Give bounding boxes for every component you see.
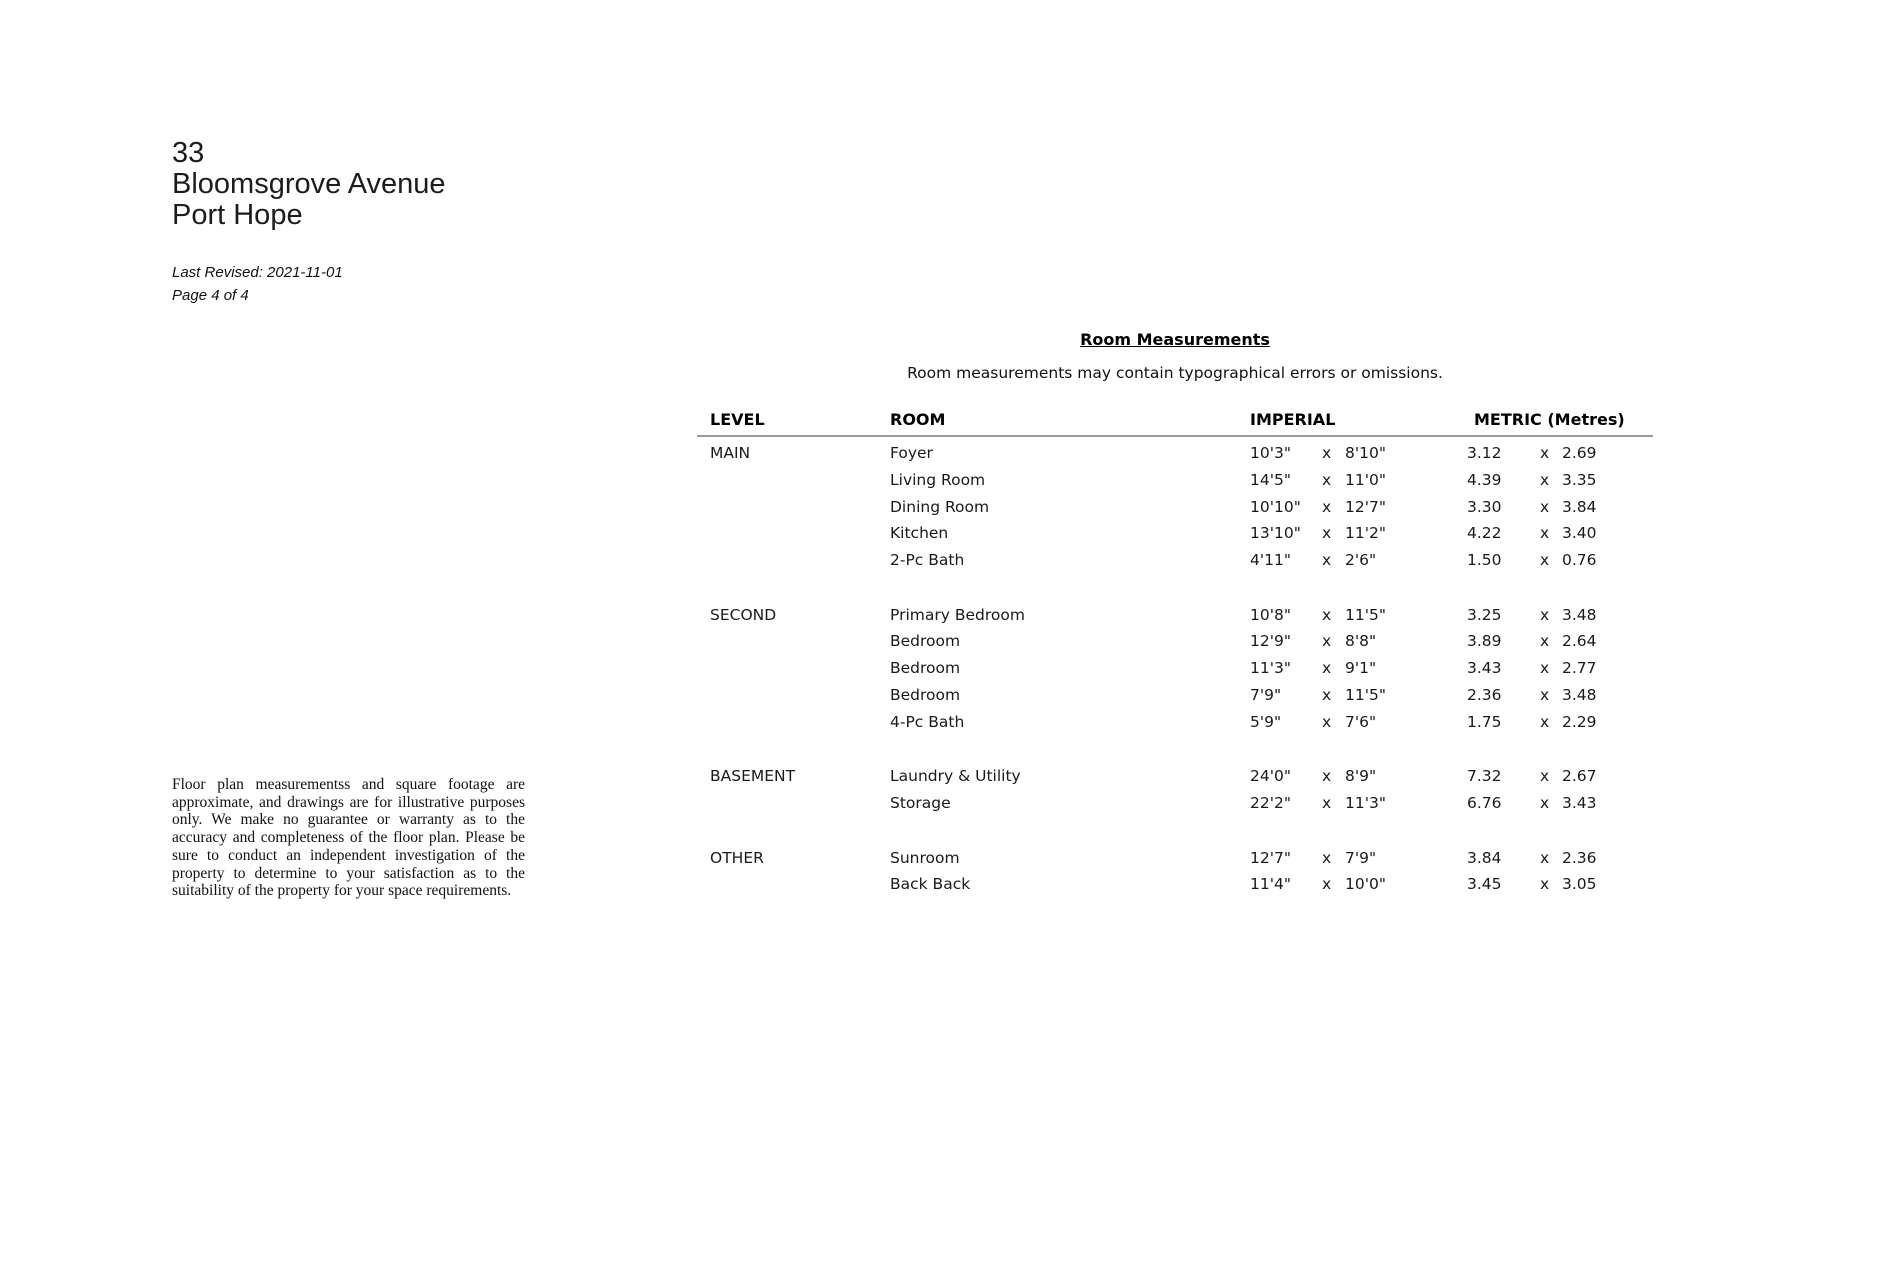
metric-width-cell: 3.25 — [1467, 605, 1502, 624]
level-section — [697, 844, 1653, 897]
x-separator: x — [1322, 875, 1332, 894]
room-cell: Bedroom — [890, 632, 961, 651]
imperial-height-cell: 11'2" — [1345, 524, 1386, 543]
x-separator: x — [1322, 444, 1332, 463]
metric-width-cell: 3.84 — [1467, 848, 1502, 867]
imperial-width-cell: 12'9" — [1250, 632, 1291, 651]
room-cell: Kitchen — [890, 524, 949, 543]
x-separator: x — [1322, 767, 1332, 786]
x-separator: x — [1540, 685, 1550, 704]
metric-height-cell: 2.64 — [1562, 632, 1597, 651]
metric-height-cell: 3.05 — [1562, 875, 1597, 894]
room-cell: Primary Bedroom — [890, 605, 1025, 624]
table-row — [697, 547, 1653, 574]
header-imperial: IMPERIAL — [1250, 410, 1336, 429]
x-separator: x — [1540, 551, 1550, 570]
table-row — [697, 682, 1653, 709]
room-cell: Storage — [890, 793, 951, 812]
imperial-width-cell: 5'9" — [1250, 712, 1282, 731]
level-cell: SECOND — [710, 605, 777, 624]
table-row — [697, 493, 1653, 520]
metric-width-cell: 6.76 — [1467, 793, 1502, 812]
table-row — [697, 628, 1653, 655]
table-row — [697, 440, 1653, 467]
x-separator: x — [1540, 605, 1550, 624]
x-separator: x — [1322, 848, 1332, 867]
imperial-height-cell: 8'9" — [1345, 767, 1377, 786]
imperial-width-cell: 14'5" — [1250, 471, 1291, 490]
imperial-height-cell: 9'1" — [1345, 659, 1377, 678]
imperial-width-cell: 11'3" — [1250, 659, 1291, 678]
imperial-height-cell: 12'7" — [1345, 497, 1386, 516]
document-meta — [172, 261, 343, 307]
address-line-city: Port Hope — [172, 199, 303, 231]
room-cell: 4-Pc Bath — [890, 712, 965, 731]
x-separator: x — [1540, 471, 1550, 490]
x-separator: x — [1540, 497, 1550, 516]
metric-height-cell: 3.35 — [1562, 471, 1597, 490]
imperial-width-cell: 12'7" — [1250, 848, 1291, 867]
imperial-height-cell: 8'8" — [1345, 632, 1377, 651]
imperial-width-cell: 4'11" — [1250, 551, 1291, 570]
x-separator: x — [1322, 659, 1332, 678]
disclaimer-paragraph: Floor plan measurementss and square footage are approximate, and drawings are for illustrative purposes only. We make no guarantee or warranty as to the accuracy and completeness of the floor plan. Please be sure to conduct an independent investigation of the property to determine to your satisfaction as to the suitability of the property for your space requirements. — [172, 776, 525, 900]
x-separator: x — [1322, 712, 1332, 731]
room-cell: Sunroom — [890, 848, 960, 867]
imperial-width-cell: 24'0" — [1250, 767, 1291, 786]
metric-width-cell: 1.75 — [1467, 712, 1502, 731]
imperial-width-cell: 10'8" — [1250, 605, 1291, 624]
x-separator: x — [1540, 875, 1550, 894]
address-line-street: Bloomsgrove Avenue — [172, 168, 446, 200]
metric-height-cell: 3.40 — [1562, 524, 1597, 543]
measurements-title: Room Measurements — [1080, 330, 1270, 349]
room-cell: Dining Room — [890, 497, 990, 516]
header-metric: METRIC (Metres) — [1474, 410, 1625, 429]
imperial-width-cell: 7'9" — [1250, 685, 1282, 704]
imperial-width-cell: 22'2" — [1250, 793, 1291, 812]
imperial-width-cell: 11'4" — [1250, 875, 1291, 894]
room-cell: Living Room — [890, 471, 986, 490]
metric-width-cell: 2.36 — [1467, 685, 1502, 704]
metric-height-cell: 3.43 — [1562, 793, 1597, 812]
x-separator: x — [1540, 524, 1550, 543]
table-row — [697, 763, 1653, 790]
room-cell: Bedroom — [890, 685, 961, 704]
x-separator: x — [1540, 444, 1550, 463]
imperial-height-cell: 8'10" — [1345, 444, 1386, 463]
x-separator: x — [1322, 471, 1332, 490]
room-cell: Back Back — [890, 875, 971, 894]
imperial-width-cell: 10'10" — [1250, 497, 1301, 516]
x-separator: x — [1540, 712, 1550, 731]
level-section — [697, 763, 1653, 816]
x-separator: x — [1322, 632, 1332, 651]
imperial-width-cell: 13'10" — [1250, 524, 1301, 543]
table-row — [697, 708, 1653, 735]
table-row — [697, 844, 1653, 871]
x-separator: x — [1540, 659, 1550, 678]
property-address — [172, 138, 446, 231]
imperial-height-cell: 11'0" — [1345, 471, 1386, 490]
metric-width-cell: 3.45 — [1467, 875, 1502, 894]
metric-width-cell: 3.43 — [1467, 659, 1502, 678]
metric-width-cell: 4.39 — [1467, 471, 1502, 490]
level-cell: MAIN — [710, 444, 751, 463]
imperial-height-cell: 11'3" — [1345, 793, 1386, 812]
room-cell: Bedroom — [890, 659, 961, 678]
metric-width-cell: 3.89 — [1467, 632, 1502, 651]
room-cell: Laundry & Utility — [890, 767, 1021, 786]
metric-height-cell: 3.48 — [1562, 685, 1597, 704]
last-revised-text: Last Revised: 2021-11-01 — [172, 264, 343, 281]
metric-height-cell: 2.69 — [1562, 444, 1597, 463]
metric-width-cell: 7.32 — [1467, 767, 1502, 786]
metric-width-cell: 4.22 — [1467, 524, 1502, 543]
x-separator: x — [1322, 605, 1332, 624]
measurements-subtitle: Room measurements may contain typographical errors or omissions. — [907, 364, 1443, 382]
x-separator: x — [1322, 497, 1332, 516]
level-section — [697, 440, 1653, 573]
x-separator: x — [1540, 767, 1550, 786]
metric-height-cell: 2.29 — [1562, 712, 1597, 731]
level-cell: BASEMENT — [710, 767, 796, 786]
metric-height-cell: 3.48 — [1562, 605, 1597, 624]
table-body — [697, 437, 1653, 898]
level-section — [697, 601, 1653, 734]
metric-height-cell: 3.84 — [1562, 497, 1597, 516]
imperial-height-cell: 7'9" — [1345, 848, 1377, 867]
room-cell: Foyer — [890, 444, 933, 463]
header-room: ROOM — [890, 410, 946, 429]
room-cell: 2-Pc Bath — [890, 551, 965, 570]
imperial-height-cell: 7'6" — [1345, 712, 1377, 731]
table-header-row — [697, 406, 1653, 437]
metric-height-cell: 0.76 — [1562, 551, 1597, 570]
x-separator: x — [1540, 848, 1550, 867]
table-row — [697, 601, 1653, 628]
imperial-width-cell: 10'3" — [1250, 444, 1291, 463]
imperial-height-cell: 2'6" — [1345, 551, 1377, 570]
x-separator: x — [1322, 551, 1332, 570]
x-separator: x — [1540, 793, 1550, 812]
metric-width-cell: 3.30 — [1467, 497, 1502, 516]
x-separator: x — [1322, 685, 1332, 704]
table-row — [697, 467, 1653, 494]
x-separator: x — [1540, 632, 1550, 651]
table-row — [697, 655, 1653, 682]
table-row — [697, 871, 1653, 898]
imperial-height-cell: 10'0" — [1345, 875, 1386, 894]
page-number-text: Page 4 of 4 — [172, 287, 249, 304]
x-separator: x — [1322, 524, 1332, 543]
metric-width-cell: 1.50 — [1467, 551, 1502, 570]
metric-height-cell: 2.36 — [1562, 848, 1597, 867]
level-cell: OTHER — [710, 848, 764, 867]
table-row — [697, 790, 1653, 817]
metric-width-cell: 3.12 — [1467, 444, 1502, 463]
metric-height-cell: 2.67 — [1562, 767, 1597, 786]
header-level: LEVEL — [710, 410, 765, 429]
x-separator: x — [1322, 793, 1332, 812]
table-row — [697, 520, 1653, 547]
imperial-height-cell: 11'5" — [1345, 685, 1386, 704]
address-line-number: 33 — [172, 137, 205, 169]
room-measurements-table — [697, 406, 1653, 898]
metric-height-cell: 2.77 — [1562, 659, 1597, 678]
imperial-height-cell: 11'5" — [1345, 605, 1386, 624]
